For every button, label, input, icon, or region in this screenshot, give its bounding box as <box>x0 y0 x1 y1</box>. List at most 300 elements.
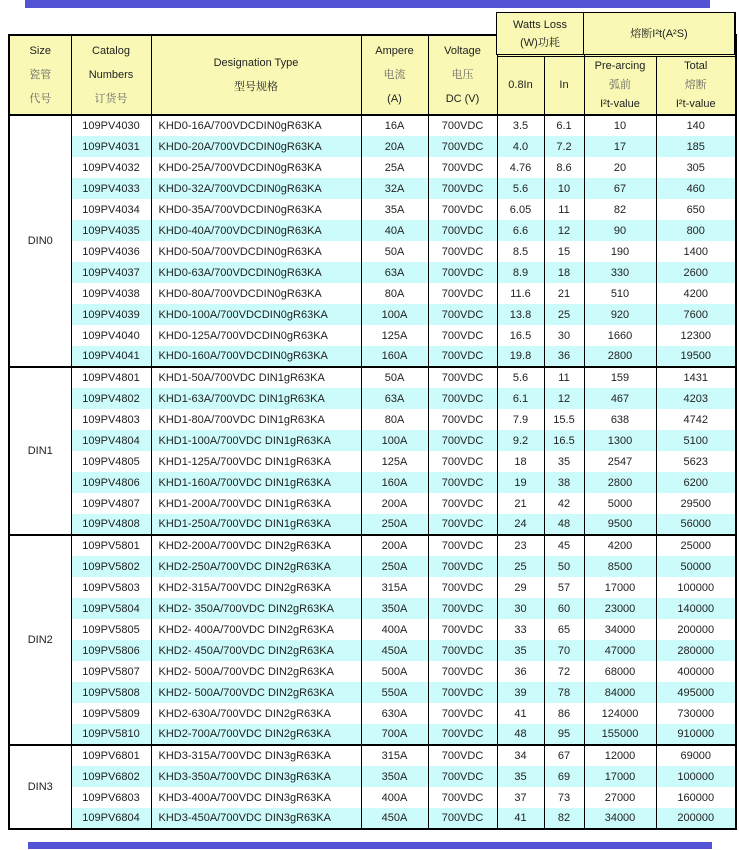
ampere-cell: 500A <box>361 661 428 682</box>
column-header-catalog-numbers <box>71 35 151 115</box>
watts-in-cell: 15 <box>544 241 584 262</box>
total-i2t-cell: 5623 <box>656 451 736 472</box>
watts-in-cell: 16.5 <box>544 430 584 451</box>
designation-cell: KHD0-125A/700VDCDIN0gR63KA <box>151 325 361 346</box>
total-i2t-cell: 5100 <box>656 430 736 451</box>
ampere-cell: 63A <box>361 262 428 283</box>
total-i2t-cell: 2600 <box>656 262 736 283</box>
watts-0-8in-cell: 7.9 <box>497 409 544 430</box>
ampere-cell: 25A <box>361 157 428 178</box>
table-row <box>9 325 736 346</box>
group-header-label: Watts Loss <box>513 18 567 31</box>
designation-cell: KHD2- 400A/700VDC DIN2gR63KA <box>151 619 361 640</box>
prearcing-i2t-cell: 23000 <box>584 598 656 619</box>
ampere-cell: 700A <box>361 724 428 745</box>
voltage-cell: 700VDC <box>428 493 497 514</box>
table-row <box>9 619 736 640</box>
designation-cell: KHD2- 500A/700VDC DIN2gR63KA <box>151 661 361 682</box>
prearcing-i2t-cell: 68000 <box>584 661 656 682</box>
table-row <box>9 157 736 178</box>
voltage-cell: 700VDC <box>428 157 497 178</box>
designation-cell: KHD2- 450A/700VDC DIN2gR63KA <box>151 640 361 661</box>
watts-in-cell: 72 <box>544 661 584 682</box>
prearcing-i2t-cell: 82 <box>584 199 656 220</box>
watts-in-cell: 7.2 <box>544 136 584 157</box>
fuse-spec-table <box>8 34 737 830</box>
catalog-number-cell: 109PV4033 <box>71 178 151 199</box>
designation-cell: KHD0-40A/700VDCDIN0gR63KA <box>151 220 361 241</box>
table-row <box>9 745 736 766</box>
ampere-cell: 50A <box>361 367 428 388</box>
table-row <box>9 661 736 682</box>
designation-cell: KHD1-50A/700VDC DIN1gR63KA <box>151 367 361 388</box>
table-row <box>9 367 736 388</box>
catalog-number-cell: 109PV4032 <box>71 157 151 178</box>
table-row <box>9 535 736 556</box>
voltage-cell: 700VDC <box>428 766 497 787</box>
watts-0-8in-cell: 9.2 <box>497 430 544 451</box>
watts-in-cell: 78 <box>544 682 584 703</box>
watts-in-cell: 36 <box>544 346 584 367</box>
watts-0-8in-cell: 37 <box>497 787 544 808</box>
voltage-cell: 700VDC <box>428 304 497 325</box>
watts-in-cell: 6.1 <box>544 115 584 136</box>
header-label: Voltage <box>444 45 481 57</box>
watts-0-8in-cell: 5.6 <box>497 178 544 199</box>
table-row <box>9 598 736 619</box>
column-header-voltage <box>428 35 497 115</box>
ampere-cell: 450A <box>361 808 428 829</box>
designation-cell: KHD3-450A/700VDC DIN3gR63KA <box>151 808 361 829</box>
prearcing-i2t-cell: 9500 <box>584 514 656 535</box>
voltage-cell: 700VDC <box>428 136 497 157</box>
catalog-number-cell: 109PV4036 <box>71 241 151 262</box>
watts-in-cell: 10 <box>544 178 584 199</box>
prearcing-i2t-cell: 2800 <box>584 346 656 367</box>
total-i2t-cell: 25000 <box>656 535 736 556</box>
watts-0-8in-cell: 18 <box>497 451 544 472</box>
catalog-number-cell: 109PV4039 <box>71 304 151 325</box>
voltage-cell: 700VDC <box>428 409 497 430</box>
prearcing-i2t-cell: 84000 <box>584 682 656 703</box>
header-label: I²t-value <box>600 97 640 110</box>
watts-0-8in-cell: 36 <box>497 661 544 682</box>
catalog-number-cell: 109PV4040 <box>71 325 151 346</box>
watts-0-8in-cell: 41 <box>497 808 544 829</box>
top-accent-bar <box>25 0 710 8</box>
prearcing-i2t-cell: 12000 <box>584 745 656 766</box>
watts-0-8in-cell: 35 <box>497 640 544 661</box>
prearcing-i2t-cell: 2547 <box>584 451 656 472</box>
catalog-number-cell: 109PV4808 <box>71 514 151 535</box>
catalog-number-cell: 109PV6803 <box>71 787 151 808</box>
prearcing-i2t-cell: 34000 <box>584 808 656 829</box>
ampere-cell: 315A <box>361 745 428 766</box>
voltage-cell: 700VDC <box>428 283 497 304</box>
bottom-accent-bar <box>28 842 712 849</box>
designation-cell: KHD2-700A/700VDC DIN2gR63KA <box>151 724 361 745</box>
header-label: (A) <box>387 93 402 105</box>
ampere-cell: 80A <box>361 409 428 430</box>
ampere-cell: 250A <box>361 556 428 577</box>
watts-0-8in-cell: 19.8 <box>497 346 544 367</box>
ampere-cell: 125A <box>361 451 428 472</box>
watts-0-8in-cell: 5.6 <box>497 367 544 388</box>
table-row <box>9 724 736 745</box>
prearcing-i2t-cell: 1300 <box>584 430 656 451</box>
catalog-number-cell: 109PV4802 <box>71 388 151 409</box>
watts-in-cell: 8.6 <box>544 157 584 178</box>
watts-0-8in-cell: 6.05 <box>497 199 544 220</box>
table-row <box>9 346 736 367</box>
total-i2t-cell: 460 <box>656 178 736 199</box>
watts-in-cell: 60 <box>544 598 584 619</box>
total-i2t-cell: 12300 <box>656 325 736 346</box>
total-i2t-cell: 29500 <box>656 493 736 514</box>
ampere-cell: 550A <box>361 682 428 703</box>
prearcing-i2t-cell: 467 <box>584 388 656 409</box>
prearcing-i2t-cell: 159 <box>584 367 656 388</box>
voltage-cell: 700VDC <box>428 724 497 745</box>
watts-0-8in-cell: 29 <box>497 577 544 598</box>
designation-cell: KHD1-200A/700VDC DIN1gR63KA <box>151 493 361 514</box>
voltage-cell: 700VDC <box>428 472 497 493</box>
voltage-cell: 700VDC <box>428 577 497 598</box>
voltage-cell: 700VDC <box>428 514 497 535</box>
watts-in-cell: 69 <box>544 766 584 787</box>
catalog-number-cell: 109PV6801 <box>71 745 151 766</box>
table-row <box>9 136 736 157</box>
voltage-cell: 700VDC <box>428 535 497 556</box>
watts-0-8in-cell: 39 <box>497 682 544 703</box>
watts-in-cell: 73 <box>544 787 584 808</box>
prearcing-i2t-cell: 10 <box>584 115 656 136</box>
ampere-cell: 125A <box>361 325 428 346</box>
size-group-label: DIN1 <box>9 367 71 535</box>
table-row <box>9 577 736 598</box>
header-label-cjk: 代号 <box>29 93 52 105</box>
catalog-number-cell: 109PV4038 <box>71 283 151 304</box>
header-label-cjk: 弧前 <box>609 78 631 91</box>
prearcing-i2t-cell: 330 <box>584 262 656 283</box>
voltage-cell: 700VDC <box>428 262 497 283</box>
voltage-cell: 700VDC <box>428 178 497 199</box>
watts-in-cell: 35 <box>544 451 584 472</box>
ampere-cell: 100A <box>361 430 428 451</box>
table-row <box>9 388 736 409</box>
voltage-cell: 700VDC <box>428 745 497 766</box>
header-label: Ampere <box>375 45 414 57</box>
watts-in-cell: 42 <box>544 493 584 514</box>
voltage-cell: 700VDC <box>428 199 497 220</box>
total-i2t-cell: 6200 <box>656 472 736 493</box>
ampere-cell: 315A <box>361 577 428 598</box>
table-row <box>9 472 736 493</box>
total-i2t-cell: 730000 <box>656 703 736 724</box>
total-i2t-cell: 100000 <box>656 766 736 787</box>
ampere-cell: 400A <box>361 787 428 808</box>
header-label-cjk: 瓷管 <box>29 69 52 81</box>
prearcing-i2t-cell: 90 <box>584 220 656 241</box>
watts-in-cell: 18 <box>544 262 584 283</box>
voltage-cell: 700VDC <box>428 808 497 829</box>
total-i2t-cell: 1431 <box>656 367 736 388</box>
table-row <box>9 640 736 661</box>
designation-cell: KHD0-100A/700VDCDIN0gR63KA <box>151 304 361 325</box>
column-header-ampere <box>361 35 428 115</box>
designation-cell: KHD1-250A/700VDC DIN1gR63KA <box>151 514 361 535</box>
total-i2t-cell: 185 <box>656 136 736 157</box>
ampere-cell: 40A <box>361 220 428 241</box>
spec-table-body <box>9 115 736 829</box>
catalog-number-cell: 109PV5802 <box>71 556 151 577</box>
group-header-label: 熔断I²t(A²S) <box>630 27 688 40</box>
header-label: Numbers <box>88 69 134 81</box>
column-header-prearcing-i2t <box>584 56 656 115</box>
voltage-cell: 700VDC <box>428 703 497 724</box>
watts-0-8in-cell: 24 <box>497 514 544 535</box>
ampere-cell: 100A <box>361 304 428 325</box>
watts-0-8in-cell: 4.0 <box>497 136 544 157</box>
voltage-cell: 700VDC <box>428 661 497 682</box>
voltage-cell: 700VDC <box>428 619 497 640</box>
catalog-number-cell: 109PV4041 <box>71 346 151 367</box>
total-i2t-cell: 4200 <box>656 283 736 304</box>
catalog-number-cell: 109PV5804 <box>71 598 151 619</box>
designation-cell: KHD1-63A/700VDC DIN1gR63KA <box>151 388 361 409</box>
prearcing-i2t-cell: 8500 <box>584 556 656 577</box>
total-i2t-cell: 4203 <box>656 388 736 409</box>
prearcing-i2t-cell: 34000 <box>584 619 656 640</box>
watts-0-8in-cell: 6.1 <box>497 388 544 409</box>
voltage-cell: 700VDC <box>428 115 497 136</box>
table-row <box>9 556 736 577</box>
watts-in-cell: 70 <box>544 640 584 661</box>
table-row <box>9 262 736 283</box>
watts-0-8in-cell: 33 <box>497 619 544 640</box>
catalog-number-cell: 109PV5808 <box>71 682 151 703</box>
catalog-number-cell: 109PV5806 <box>71 640 151 661</box>
watts-0-8in-cell: 16.5 <box>497 325 544 346</box>
watts-0-8in-cell: 35 <box>497 766 544 787</box>
catalog-number-cell: 109PV4805 <box>71 451 151 472</box>
table-row <box>9 199 736 220</box>
designation-cell: KHD1-100A/700VDC DIN1gR63KA <box>151 430 361 451</box>
catalog-number-cell: 109PV4803 <box>71 409 151 430</box>
voltage-cell: 700VDC <box>428 682 497 703</box>
header-label: Size <box>29 45 51 57</box>
total-i2t-cell: 4742 <box>656 409 736 430</box>
watts-in-cell: 11 <box>544 367 584 388</box>
watts-in-cell: 45 <box>544 535 584 556</box>
total-i2t-cell: 56000 <box>656 514 736 535</box>
table-row <box>9 787 736 808</box>
prearcing-i2t-cell: 510 <box>584 283 656 304</box>
designation-cell: KHD0-32A/700VDCDIN0gR63KA <box>151 178 361 199</box>
ampere-cell: 200A <box>361 535 428 556</box>
designation-cell: KHD2-315A/700VDC DIN2gR63KA <box>151 577 361 598</box>
prearcing-i2t-cell: 4200 <box>584 535 656 556</box>
header-label: Pre-arcing <box>594 59 646 72</box>
watts-in-cell: 21 <box>544 283 584 304</box>
column-header-total-i2t <box>656 56 736 115</box>
prearcing-i2t-cell: 638 <box>584 409 656 430</box>
size-group-label: DIN3 <box>9 745 71 829</box>
watts-in-cell: 50 <box>544 556 584 577</box>
prearcing-i2t-cell: 17000 <box>584 766 656 787</box>
voltage-cell: 700VDC <box>428 241 497 262</box>
watts-0-8in-cell: 48 <box>497 724 544 745</box>
catalog-number-cell: 109PV4806 <box>71 472 151 493</box>
watts-in-cell: 82 <box>544 808 584 829</box>
designation-cell: KHD1-80A/700VDC DIN1gR63KA <box>151 409 361 430</box>
catalog-number-cell: 109PV5810 <box>71 724 151 745</box>
prearcing-i2t-cell: 1660 <box>584 325 656 346</box>
catalog-number-cell: 109PV6804 <box>71 808 151 829</box>
watts-in-cell: 12 <box>544 220 584 241</box>
ampere-cell: 16A <box>361 115 428 136</box>
prearcing-i2t-cell: 20 <box>584 157 656 178</box>
column-header-watts-in <box>544 56 584 115</box>
designation-cell: KHD0-160A/700VDCDIN0gR63KA <box>151 346 361 367</box>
total-i2t-cell: 910000 <box>656 724 736 745</box>
watts-0-8in-cell: 13.8 <box>497 304 544 325</box>
watts-in-cell: 57 <box>544 577 584 598</box>
table-row <box>9 304 736 325</box>
header-label-cjk: 订货号 <box>94 93 128 105</box>
ampere-cell: 20A <box>361 136 428 157</box>
prearcing-i2t-cell: 124000 <box>584 703 656 724</box>
designation-cell: KHD2-250A/700VDC DIN2gR63KA <box>151 556 361 577</box>
column-header-size <box>9 35 71 115</box>
catalog-number-cell: 109PV6802 <box>71 766 151 787</box>
header-label: Catalog <box>92 45 130 57</box>
voltage-cell: 700VDC <box>428 388 497 409</box>
ampere-cell: 160A <box>361 472 428 493</box>
designation-cell: KHD0-25A/700VDCDIN0gR63KA <box>151 157 361 178</box>
header-label: 0.8In <box>508 78 533 91</box>
catalog-number-cell: 109PV4807 <box>71 493 151 514</box>
designation-cell: KHD2-630A/700VDC DIN2gR63KA <box>151 703 361 724</box>
table-row <box>9 178 736 199</box>
catalog-number-cell: 109PV5805 <box>71 619 151 640</box>
watts-0-8in-cell: 11.6 <box>497 283 544 304</box>
header-label: DC (V) <box>445 93 480 105</box>
prearcing-i2t-cell: 2800 <box>584 472 656 493</box>
ampere-cell: 63A <box>361 388 428 409</box>
designation-cell: KHD3-350A/700VDC DIN3gR63KA <box>151 766 361 787</box>
total-i2t-cell: 69000 <box>656 745 736 766</box>
prearcing-i2t-cell: 67 <box>584 178 656 199</box>
total-i2t-cell: 50000 <box>656 556 736 577</box>
total-i2t-cell: 280000 <box>656 640 736 661</box>
voltage-cell: 700VDC <box>428 640 497 661</box>
header-label: 型号规格 <box>234 81 278 93</box>
table-row <box>9 514 736 535</box>
catalog-number-cell: 109PV4030 <box>71 115 151 136</box>
catalog-number-cell: 109PV4804 <box>71 430 151 451</box>
prearcing-i2t-cell: 17 <box>584 136 656 157</box>
watts-0-8in-cell: 8.5 <box>497 241 544 262</box>
designation-cell: KHD1-125A/700VDC DIN1gR63KA <box>151 451 361 472</box>
column-header-designation-type <box>151 35 361 115</box>
table-row <box>9 283 736 304</box>
watts-in-cell: 38 <box>544 472 584 493</box>
table-row <box>9 430 736 451</box>
voltage-cell: 700VDC <box>428 598 497 619</box>
table-row <box>9 808 736 829</box>
total-i2t-cell: 1400 <box>656 241 736 262</box>
voltage-cell: 700VDC <box>428 451 497 472</box>
catalog-number-cell: 109PV4035 <box>71 220 151 241</box>
watts-0-8in-cell: 19 <box>497 472 544 493</box>
designation-cell: KHD3-400A/700VDC DIN3gR63KA <box>151 787 361 808</box>
watts-0-8in-cell: 34 <box>497 745 544 766</box>
watts-in-cell: 86 <box>544 703 584 724</box>
prearcing-i2t-cell: 155000 <box>584 724 656 745</box>
size-group-label: DIN2 <box>9 535 71 745</box>
designation-cell: KHD1-160A/700VDC DIN1gR63KA <box>151 472 361 493</box>
total-i2t-cell: 140 <box>656 115 736 136</box>
table-row <box>9 451 736 472</box>
ampere-cell: 35A <box>361 199 428 220</box>
designation-cell: KHD0-80A/700VDCDIN0gR63KA <box>151 283 361 304</box>
catalog-number-cell: 109PV5809 <box>71 703 151 724</box>
catalog-number-cell: 109PV4801 <box>71 367 151 388</box>
ampere-cell: 630A <box>361 703 428 724</box>
ampere-cell: 400A <box>361 619 428 640</box>
voltage-cell: 700VDC <box>428 787 497 808</box>
watts-in-cell: 67 <box>544 745 584 766</box>
watts-in-cell: 48 <box>544 514 584 535</box>
table-row <box>9 766 736 787</box>
watts-in-cell: 11 <box>544 199 584 220</box>
catalog-number-cell: 109PV5803 <box>71 577 151 598</box>
header-label: Designation Type <box>213 57 299 69</box>
total-i2t-cell: 400000 <box>656 661 736 682</box>
watts-in-cell: 95 <box>544 724 584 745</box>
total-i2t-cell: 200000 <box>656 808 736 829</box>
column-header-watts-0-8in <box>497 56 544 115</box>
header-label: Total <box>684 59 708 72</box>
group-header-i2t <box>583 12 736 55</box>
watts-in-cell: 25 <box>544 304 584 325</box>
watts-0-8in-cell: 21 <box>497 493 544 514</box>
group-header-watts-loss <box>496 12 584 55</box>
table-row <box>9 220 736 241</box>
voltage-cell: 700VDC <box>428 325 497 346</box>
watts-in-cell: 15.5 <box>544 409 584 430</box>
prearcing-i2t-cell: 17000 <box>584 577 656 598</box>
watts-0-8in-cell: 30 <box>497 598 544 619</box>
header-label: I²t-value <box>675 97 716 110</box>
total-i2t-cell: 160000 <box>656 787 736 808</box>
prearcing-i2t-cell: 27000 <box>584 787 656 808</box>
watts-0-8in-cell: 23 <box>497 535 544 556</box>
watts-in-cell: 30 <box>544 325 584 346</box>
designation-cell: KHD0-20A/700VDCDIN0gR63KA <box>151 136 361 157</box>
watts-0-8in-cell: 8.9 <box>497 262 544 283</box>
voltage-cell: 700VDC <box>428 220 497 241</box>
total-i2t-cell: 100000 <box>656 577 736 598</box>
ampere-cell: 350A <box>361 766 428 787</box>
catalog-number-cell: 109PV4034 <box>71 199 151 220</box>
header-label-cjk: 熔断 <box>684 78 707 91</box>
designation-cell: KHD2-200A/700VDC DIN2gR63KA <box>151 535 361 556</box>
catalog-number-cell: 109PV5807 <box>71 661 151 682</box>
ampere-cell: 32A <box>361 178 428 199</box>
total-i2t-cell: 495000 <box>656 682 736 703</box>
